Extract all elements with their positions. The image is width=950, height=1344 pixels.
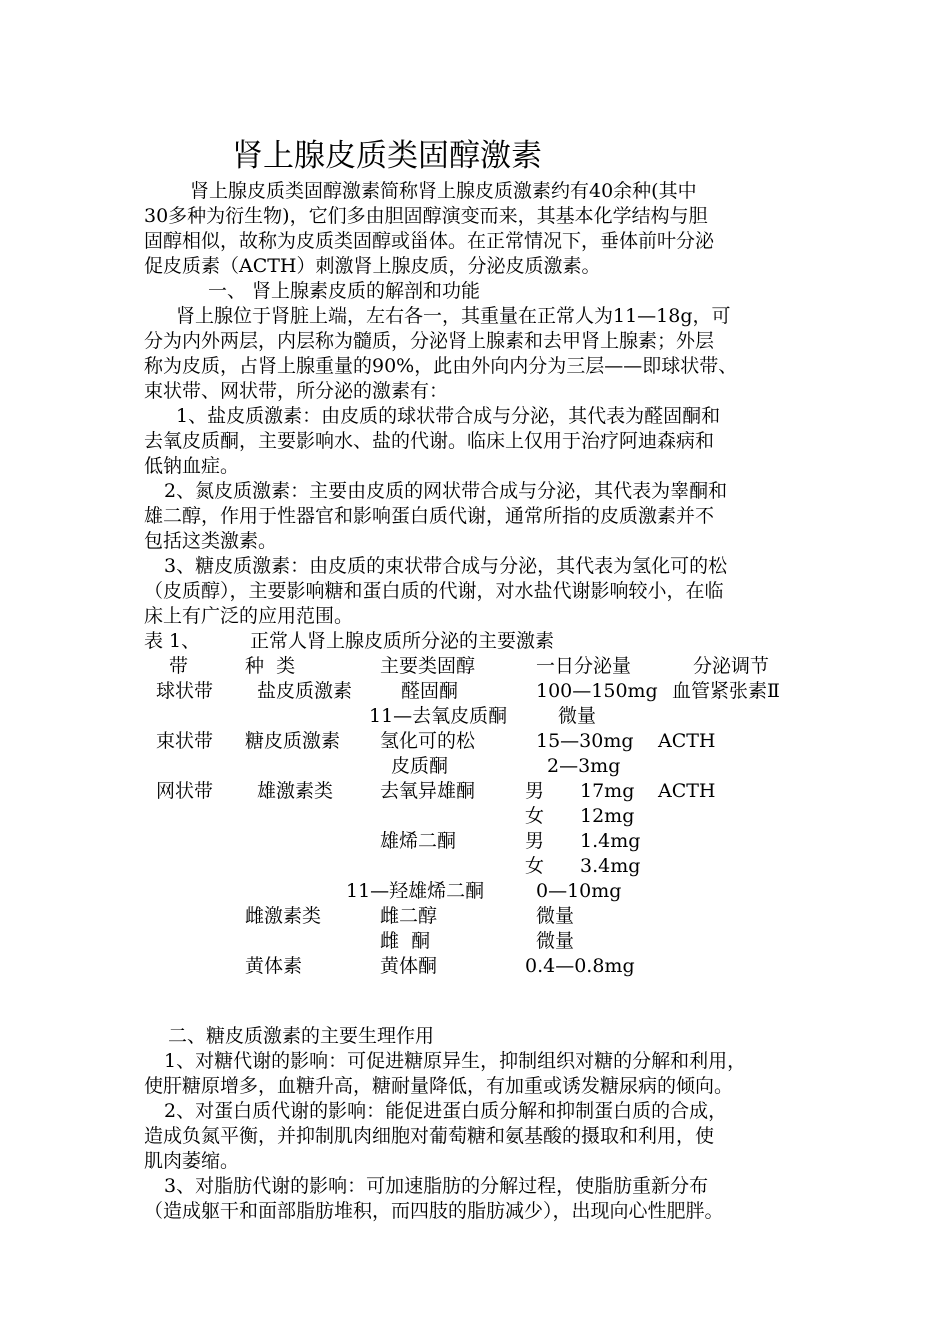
table-cell: 雌 酮: [380, 930, 431, 952]
intro-line: 30多种为衍生物)，它们多由胆固醇演变而来，其基本化学结构与胆: [144, 205, 708, 227]
table-cell: 去氧异雄酮: [380, 780, 476, 802]
section1-item-line: 3、糖皮质激素：由皮质的束状带合成与分泌，其代表为氢化可的松: [164, 555, 728, 577]
table-cell: 微量: [536, 930, 575, 952]
table-cell: 雄激素类: [257, 780, 334, 802]
table-cell: 网状带: [156, 780, 214, 802]
table-cell: 17mg: [580, 780, 635, 802]
section1-item-line: 去氧皮质酮，主要影响水、盐的代谢。临床上仅用于治疗阿迪森病和: [144, 430, 715, 452]
section1-para-line: 称为皮质，占肾上腺重量的90%，此由外向内分为三层——即球状带、: [144, 355, 738, 377]
table-header-cell: 分泌调节: [693, 655, 770, 677]
section2-item-line: 3、对脂肪代谢的影响：可加速脂肪的分解过程，使脂肪重新分布: [164, 1175, 709, 1197]
table-header-cell: 种 类: [245, 655, 296, 677]
intro-line: 促皮质素（ACTH）刺激肾上腺皮质，分泌皮质激素。: [144, 255, 601, 277]
table-cell: 黄体酮: [380, 955, 438, 977]
table-cell: 11—羟雄烯二酮: [346, 880, 485, 902]
table-cell: 雌二醇: [380, 905, 438, 927]
document-title: 肾上腺皮质类固醇激素: [232, 138, 542, 174]
section1-item-line: 床上有广泛的应用范围。: [144, 605, 354, 627]
section1-para-line: 分为内外两层，内层称为髓质，分泌肾上腺素和去甲肾上腺素；外层: [144, 330, 715, 352]
table-cell: 0—10mg: [536, 880, 622, 902]
table-cell: 雌激素类: [245, 905, 322, 927]
table-cell: ACTH: [658, 780, 716, 802]
table-cell: 女: [525, 855, 545, 877]
table-cell: 100—150mg: [536, 680, 658, 702]
table-cell: 黄体素: [245, 955, 303, 977]
section1-item-line: 低钠血症。: [144, 455, 240, 477]
table-cell: 3.4mg: [580, 855, 641, 877]
table-header-cell: 带: [169, 655, 189, 677]
section2-item-line: 肌肉萎缩。: [144, 1150, 240, 1172]
section1-item-line: 包括这类激素。: [144, 530, 278, 552]
section2-item-line: （造成躯干和面部脂肪堆积，而四肢的脂肪减少），出现向心性肥胖。: [144, 1200, 724, 1222]
table-cell: 盐皮质激素: [257, 680, 353, 702]
section2-item-line: 2、对蛋白质代谢的影响：能促进蛋白质分解和抑制蛋白质的合成，: [164, 1100, 728, 1122]
table-cell: 微量: [558, 705, 597, 727]
section2-item-line: 使肝糖原增多，血糖升高，糖耐量降低，有加重或诱发糖尿病的倾向。: [144, 1075, 734, 1097]
table-cell: 皮质酮: [391, 755, 449, 777]
table-caption-text: 正常人肾上腺皮质所分泌的主要激素: [250, 630, 555, 652]
table-cell: 糖皮质激素: [245, 730, 341, 752]
table-cell: 束状带: [156, 730, 214, 752]
table-caption-label: 表 1、: [144, 630, 201, 652]
table-cell: 微量: [536, 905, 575, 927]
table-cell: 1.4mg: [580, 830, 641, 852]
section2-item-line: 造成负氮平衡，并抑制肌肉细胞对葡萄糖和氨基酸的摄取和利用，使: [144, 1125, 715, 1147]
intro-line: 肾上腺皮质类固醇激素简称肾上腺皮质激素约有40余种(其中: [190, 180, 697, 202]
section1-para-line: 束状带、网状带，所分泌的激素有：: [144, 380, 449, 402]
table-cell: 血管紧张素Ⅱ: [672, 680, 780, 702]
table-cell: 男: [525, 830, 545, 852]
table-header-cell: 主要类固醇: [380, 655, 476, 677]
table-cell: 醛固酮: [401, 680, 459, 702]
table-cell: 球状带: [156, 680, 214, 702]
table-cell: 11—去氧皮质酮: [369, 705, 508, 727]
section1-item-line: 1、盐皮质激素：由皮质的球状带合成与分泌，其代表为醛固酮和: [176, 405, 721, 427]
table-header-cell: 一日分泌量: [536, 655, 632, 677]
section1-heading: 一、 肾上腺素皮质的解剖和功能: [208, 280, 481, 302]
intro-line: 固醇相似，故称为皮质类固醇或甾体。在正常情况下，垂体前叶分泌: [144, 230, 715, 252]
section2-item-line: 1、对糖代谢的影响：可促进糖原异生，抑制组织对糖的分解和利用，: [164, 1050, 747, 1072]
table-cell: 2—3mg: [547, 755, 621, 777]
table-cell: 氢化可的松: [380, 730, 476, 752]
section2-heading: 二、糖皮质激素的主要生理作用: [168, 1025, 435, 1047]
table-cell: ACTH: [658, 730, 716, 752]
table-cell: 雄烯二酮: [380, 830, 457, 852]
section1-item-line: （皮质醇），主要影响糖和蛋白质的代谢，对水盐代谢影响较小，在临: [144, 580, 724, 602]
section1-item-line: 2、氮皮质激素：主要由皮质的网状带合成与分泌，其代表为睾酮和: [164, 480, 728, 502]
section1-item-line: 雄二醇，作用于性器官和影响蛋白质代谢，通常所指的皮质激素并不: [144, 505, 715, 527]
table-cell: 0.4—0.8mg: [525, 955, 635, 977]
table-cell: 15—30mg: [536, 730, 634, 752]
table-cell: 12mg: [580, 805, 635, 827]
table-cell: 女: [525, 805, 545, 827]
table-cell: 男: [525, 780, 545, 802]
section1-para-line: 肾上腺位于肾脏上端，左右各一，其重量在正常人为11—18g，可: [176, 305, 731, 327]
